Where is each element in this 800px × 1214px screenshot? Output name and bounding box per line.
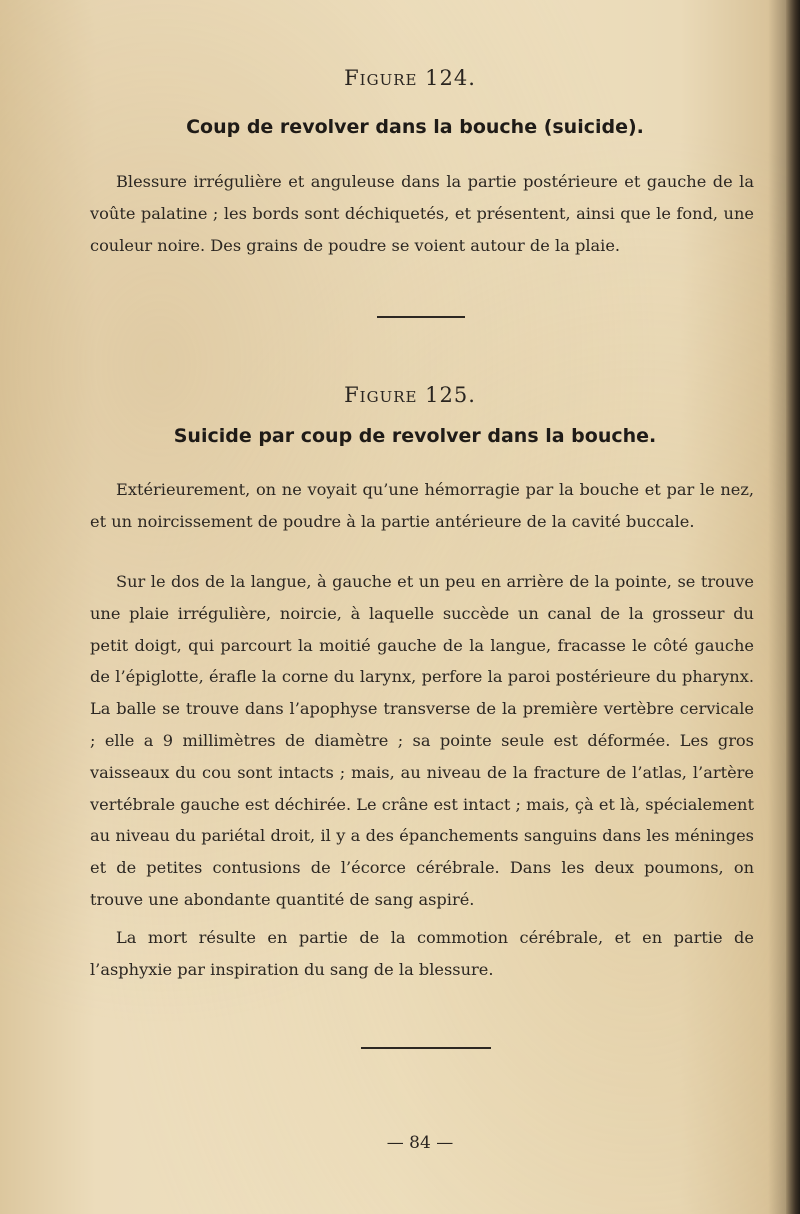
page-number: — 84 — <box>386 1133 454 1153</box>
book-spine-edge <box>786 0 800 1214</box>
end-divider <box>361 1047 491 1049</box>
figure-125-title: Suicide par coup de revolver dans la bouche. <box>173 425 657 447</box>
figure-125-paragraph-1: Extérieurement, on ne voyait qu’une hémorragie par la bouche et par le nez, et un noircissement de poudre à la partie antérieure de la cavité buccale. <box>90 480 754 531</box>
figure-124-description: Blessure irrégulière et anguleuse dans la partie postérieure et gauche de la voûte palatine ; les bords sont déchiquetés, et présentent, ainsi que le fond, une couleur noire. Des grains de poudre se voient autour de la plaie. <box>90 172 754 255</box>
figure-124-heading: Figure 124. <box>344 66 476 90</box>
figure-125-paragraph-3: La mort résulte en partie de la commotion cérébrale, et en partie de l’asphyxie par inspiration du sang de la blessure. <box>90 928 754 979</box>
figure-124-title: Coup de revolver dans la bouche (suicide). <box>186 116 644 138</box>
figure-125-heading: Figure 125. <box>344 383 476 407</box>
figure-125-paragraph-2: Sur le dos de la langue, à gauche et un peu en arrière de la pointe, se trouve une plaie irrégulière, noircie, à laquelle succède un canal de la grosseur du petit doigt, qui parcourt la moitié gauche de la langue, fracasse le côté gauche de l’épiglotte, érafle la corne du larynx, perfore la paroi postérieure du pharynx. La balle se trouve dans l’apophyse transverse de la première vertèbre cervicale ; elle a 9 millimètres de diamètre ; sa pointe seule est déformée. Les gros vaisseaux du cou sont intacts ; mais, au niveau de la fracture de l’atlas, l’artère vertébrale gauche est déchirée. Le crâne est intact ; mais, çà et là, spécialement au niveau du pariétal droit, il y a des épanchements sanguins dans les méninges et de petites contusions de l’écorce cérébrale. Dans les deux poumons, on trouve une abondante quantité de sang aspiré. <box>90 572 754 909</box>
section-divider <box>377 316 465 318</box>
